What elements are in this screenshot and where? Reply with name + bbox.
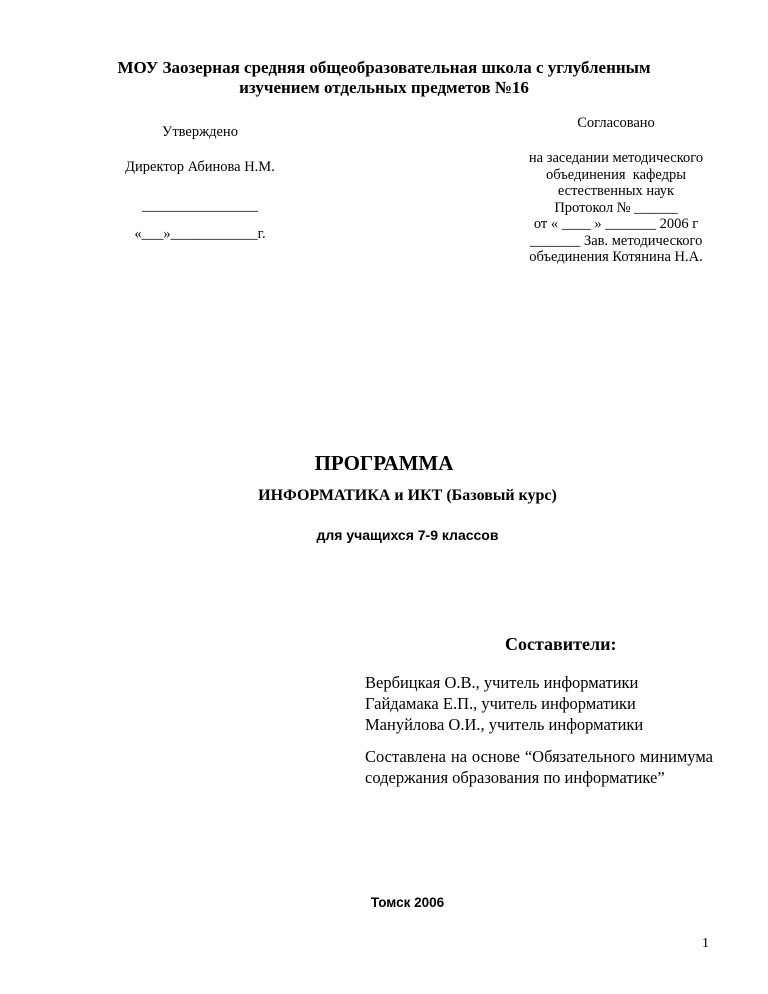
author-item: Вербицкая О.В., учитель информатики [365, 673, 639, 692]
author-item: Гайдамака Е.П., учитель информатики [365, 694, 636, 713]
school-title-line-1: МОУ Заозерная средняя общеобразовательная школа с углубленным [117, 58, 651, 77]
city-year: Томск 2006 [370, 895, 445, 910]
program-grades: для учащихся 7-9 классов [316, 527, 499, 543]
school-title-line-2: изучением отдельных предметов №16 [239, 78, 529, 97]
signature-line: ________________ [142, 198, 258, 214]
agreement-line: объединения Котянина Н.А. [529, 249, 703, 265]
authors-heading: Составители: [505, 634, 617, 654]
approval-date-line: «___»____________г. [134, 226, 266, 242]
agreement-line: естественных наук [557, 183, 675, 199]
agreement-line: на заседании методического [528, 150, 704, 166]
agreement-line: от « ____ » _______ 2006 г [533, 216, 699, 232]
director-name: Директор Абинова Н.М. [125, 159, 275, 175]
school-title [60, 58, 708, 98]
agreed-label: Согласовано [577, 115, 655, 131]
approved-label: Утверждено [162, 124, 238, 140]
program-basis-note: Составлена на основе “Обязательного минимума содержания образования по информатике” [365, 747, 713, 787]
agreement-line: объединения кафедры [545, 166, 687, 183]
agreement-details [500, 150, 732, 266]
authors-list [365, 672, 715, 735]
program-title: ПРОГРАММА [314, 451, 454, 475]
page-number: 1 [702, 936, 709, 951]
agreement-line: _______ Зав. методического [529, 232, 703, 249]
program-subject: ИНФОРМАТИКА и ИКТ (Базовый курс) [258, 487, 557, 504]
author-item: Мануйлова О.И., учитель информатики [365, 715, 644, 734]
agreement-line: Протокол № ______ [554, 199, 678, 216]
